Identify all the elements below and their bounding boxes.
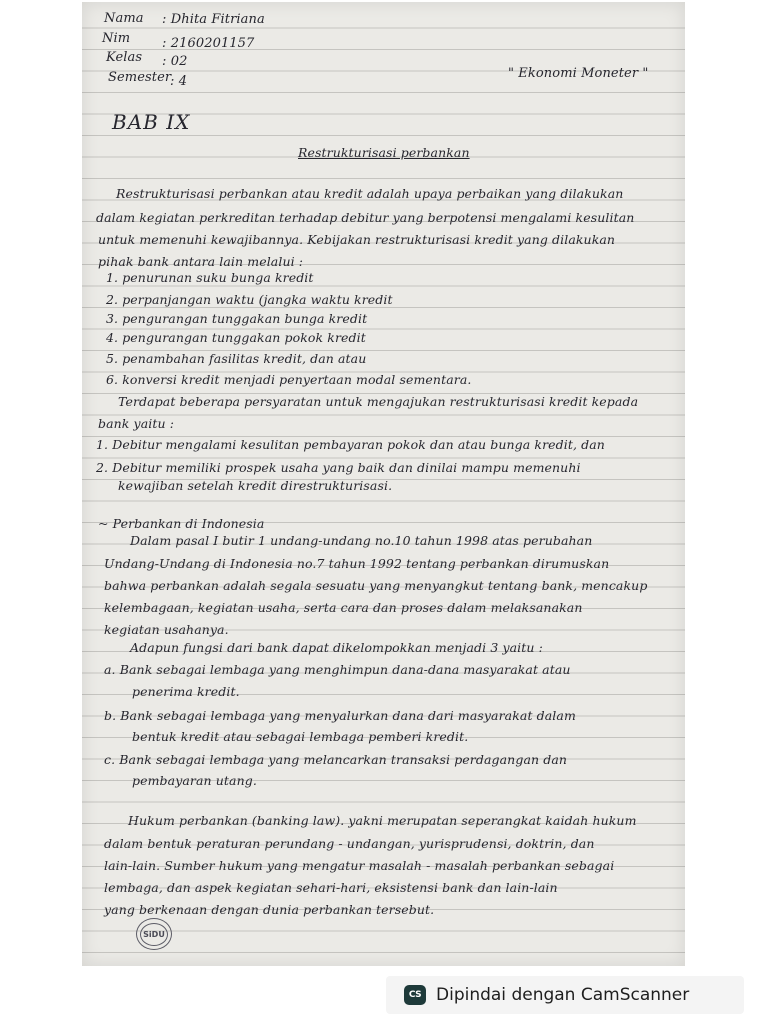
text-line: Undang-Undang di Indonesia no.7 tahun 1992 tentang perbankan dirumuskan <box>104 556 610 571</box>
list-item: 3. pengurangan tunggakan bunga kredit <box>106 311 368 326</box>
stamp-logo <box>136 918 172 950</box>
page-title: Restrukturisasi perbankan <box>298 145 470 160</box>
stamp-text: SiDU <box>140 923 168 946</box>
camscanner-logo-icon: CS <box>404 985 426 1005</box>
notebook-page <box>82 2 685 966</box>
list-item: 6. konversi kredit menjadi penyertaan modal sementara. <box>106 372 472 387</box>
text-line: Terdapat beberapa persyaratan untuk mengajukan restrukturisasi kredit kepada <box>118 394 639 409</box>
text-line: pihak bank antara lain melalui : <box>98 254 304 269</box>
text-line: lembaga, dan aspek kegiatan sehari-hari, eksistensi bank dan lain-lain <box>104 880 558 895</box>
text-line: kewajiban setelah kredit direstrukturisasi. <box>118 478 393 493</box>
text-line: bahwa perbankan adalah segala sesuatu yang menyangkut tentang bank, mencakup <box>104 578 648 593</box>
list-item: 1. penurunan suku bunga kredit <box>106 270 314 285</box>
kelas-value: : 02 <box>162 54 188 69</box>
kelas-label: Kelas <box>106 50 143 65</box>
text-line: yang berkenaan dengan dunia perbankan tersebut. <box>104 902 435 917</box>
name-value: : Dhita Fitriana <box>162 12 265 27</box>
semester-label: Semester <box>108 70 172 85</box>
chapter-heading: BAB IX <box>112 110 191 134</box>
text-line: Hukum perbankan (banking law). yakni merupatan seperangkat kaidah hukum <box>128 813 637 828</box>
list-item: 2. Debitur memiliki prospek usaha yang baik dan dinilai mampu memenuhi <box>96 460 581 475</box>
nim-value: : 2160201157 <box>162 36 255 51</box>
text-line: dalam kegiatan perkreditan terhadap debitur yang berpotensi mengalami kesulitan <box>96 210 635 225</box>
text-line: Dalam pasal I butir 1 undang-undang no.10 tahun 1998 atas perubahan <box>130 533 593 548</box>
text-line: lain-lain. Sumber hukum yang mengatur masalah - masalah perbankan sebagai <box>104 858 615 873</box>
list-item: c. Bank sebagai lembaga yang melancarkan transaksi perdagangan dan <box>104 752 568 767</box>
text-line: Adapun fungsi dari bank dapat dikelompokkan menjadi 3 yaitu : <box>130 640 543 655</box>
text-line: bank yaitu : <box>98 416 175 431</box>
text-line: untuk memenuhi kewajibannya. Kebijakan restrukturisasi kredit yang dilakukan <box>98 232 616 247</box>
course-name: " Ekonomi Moneter " <box>508 66 649 81</box>
text-line: penerima kredit. <box>132 684 240 699</box>
watermark-text: Dipindai dengan CamScanner <box>436 985 690 1005</box>
list-item: 1. Debitur mengalami kesulitan pembayaran pokok dan atau bunga kredit, dan <box>96 437 605 452</box>
text-line: pembayaran utang. <box>132 773 257 788</box>
list-item: a. Bank sebagai lembaga yang menghimpun dana-dana masyarakat atau <box>104 662 571 677</box>
text-line: kegiatan usahanya. <box>104 622 229 637</box>
section-heading: ~ Perbankan di Indonesia <box>98 516 265 531</box>
name-label: Nama <box>104 11 144 26</box>
list-item: b. Bank sebagai lembaga yang menyalurkan dana dari masyarakat dalam <box>104 708 576 723</box>
list-item: 5. penambahan fasilitas kredit, dan atau <box>106 351 367 366</box>
list-item: 4. pengurangan tunggakan pokok kredit <box>106 330 366 345</box>
list-item: 2. perpanjangan waktu (jangka waktu kredit <box>106 292 393 307</box>
camscanner-watermark <box>386 976 744 1014</box>
text-line: bentuk kredit atau sebagai lembaga pemberi kredit. <box>132 729 469 744</box>
text-line: kelembagaan, kegiatan usaha, serta cara dan proses dalam melaksanakan <box>104 600 583 615</box>
text-line: dalam bentuk peraturan perundang - undangan, yurisprudensi, doktrin, dan <box>104 836 595 851</box>
nim-label: Nim <box>102 31 131 46</box>
semester-value: : 4 <box>170 74 188 89</box>
text-line: Restrukturisasi perbankan atau kredit adalah upaya perbaikan yang dilakukan <box>116 186 624 201</box>
